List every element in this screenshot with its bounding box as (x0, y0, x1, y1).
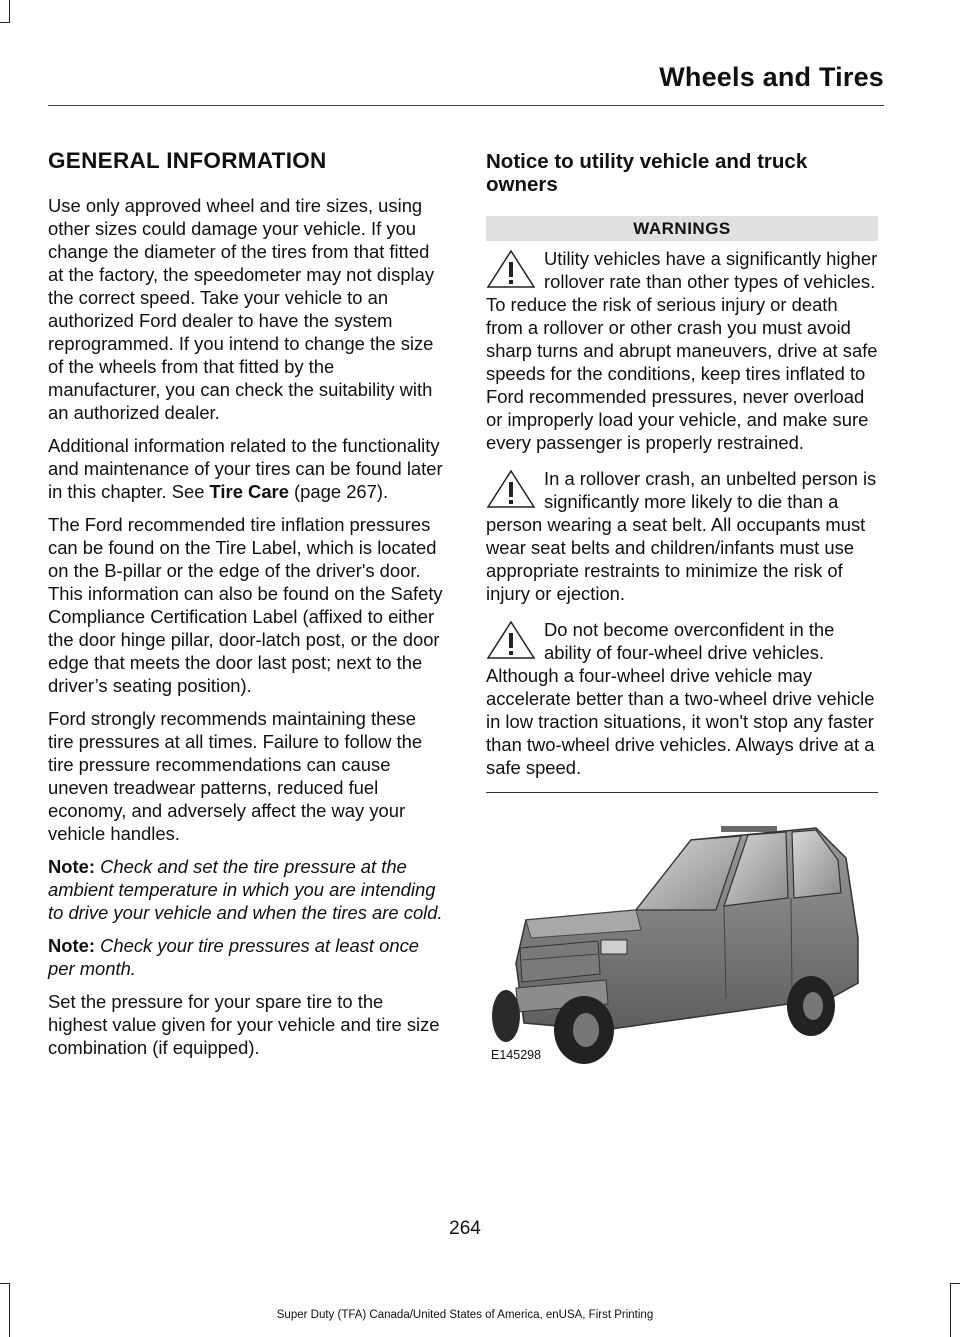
additional-info-text: Additional information related to the functionality and maintenance of your tires can be found later in this chapter. See (48, 435, 443, 502)
right-column (486, 150, 878, 793)
paragraph-inflation-pressures: The Ford recommended tire inflation pressures can be found on the Tire Label, which is located on the B-pillar or the edge of the driver's door. This information can also be found on the Safety Compliance Certification Label (affixed to either the door hinge pillar, door-latch post, or the door edge that meets the door last post; next to the driver’s seating position). (48, 514, 443, 696)
page-footer: Super Duty (TFA) Canada/United States of America, enUSA, First Printing (276, 1309, 654, 1321)
utility-vehicle-illustration (486, 798, 878, 1066)
warning-text: In a rollover crash, an unbelted person is significantly more likely to die than a person wearing a seat belt. All occupants must wear seat belts and children/infants must use appropriate restraints to minimize the risk of injury or ejection. (486, 468, 877, 604)
warning-item-rollover-rate (486, 247, 878, 454)
warning-text: Do not become overconfident in the ability of four-wheel drive vehicles. Although a four-wheel drive vehicle may accelerate better than a two-wheel drive vehicle in low traction situations, it won't stop any faster than two-wheel drive vehicles. Always drive at a safe speed. (486, 619, 875, 778)
section-heading-general-information: GENERAL INFORMATION (48, 148, 327, 173)
crop-mark-bottom-right (950, 1283, 951, 1337)
note-text: Check and set the tire pressure at the ambient temperature in which you are intending to drive your vehicle and when the tires are cold. (48, 856, 443, 923)
figure-id-label: E145298 (491, 1048, 542, 1062)
crop-mark-bottom-left-h (0, 1283, 10, 1284)
page-number: 264 (449, 1218, 481, 1239)
note-cold-tires (48, 855, 446, 924)
note-label: Note: (48, 935, 95, 956)
crop-mark-top-left (9, 0, 10, 22)
crop-mark-bottom-right-h (950, 1283, 960, 1284)
note-label: Note: (48, 856, 95, 877)
tire-care-page-ref: (page 267). (288, 481, 389, 502)
warnings-banner: WARNINGS (486, 216, 878, 241)
section-heading-utility-notice: Notice to utility vehicle and truck owners (486, 150, 808, 196)
warning-text: Utility vehicles have a significantly higher rollover rate than other types of vehicles. To reduce the risk of serious injury or death from a rollover or other crash you must avoid sharp turns and abrupt maneuvers, drive at safe speeds for the conditions, keep tires inflated to Ford recommended pressures, never overload or improperly load your vehicle, and make sure every passenger is properly restrained. (486, 248, 878, 453)
crop-mark-top-left-h (0, 22, 10, 23)
warning-triangle-icon (486, 620, 540, 660)
warning-item-four-wheel-drive (486, 618, 878, 779)
page-header-title: Wheels and Tires (659, 62, 884, 92)
note-text: Check your tire pressures at least once per month. (48, 935, 420, 979)
paragraph-additional-info (48, 434, 446, 503)
warnings-end-divider (486, 792, 878, 793)
note-monthly-check (48, 934, 446, 980)
warning-triangle-icon (486, 469, 540, 509)
tire-care-link[interactable]: Tire Care (209, 481, 289, 502)
paragraph-spare-tire: Set the pressure for your spare tire to the highest value given for your vehicle and tire size combination (if equipped). (48, 991, 440, 1058)
header-divider (48, 105, 884, 106)
left-column (48, 148, 446, 1069)
paragraph-maintain-pressures: Ford strongly recommends maintaining these tire pressures at all times. Failure to follow the tire pressure recommendations can cause uneven treadwear patterns, reduced fuel economy, and adversely affect the way your vehicle handles. (48, 708, 423, 844)
paragraph-approved-sizes: Use only approved wheel and tire sizes, using other sizes could damage your vehicle. If you change the diameter of the tires from that fitted at the factory, the speedometer may not display the correct speed. Take your vehicle to an authorized Ford dealer to have the system reprogrammed. If you intend to change the size of the wheels from that fitted by the manufacturer, you can check the suitability with an authorized dealer. (48, 195, 435, 423)
warning-triangle-icon (486, 249, 540, 289)
warning-item-seat-belts (486, 467, 878, 605)
